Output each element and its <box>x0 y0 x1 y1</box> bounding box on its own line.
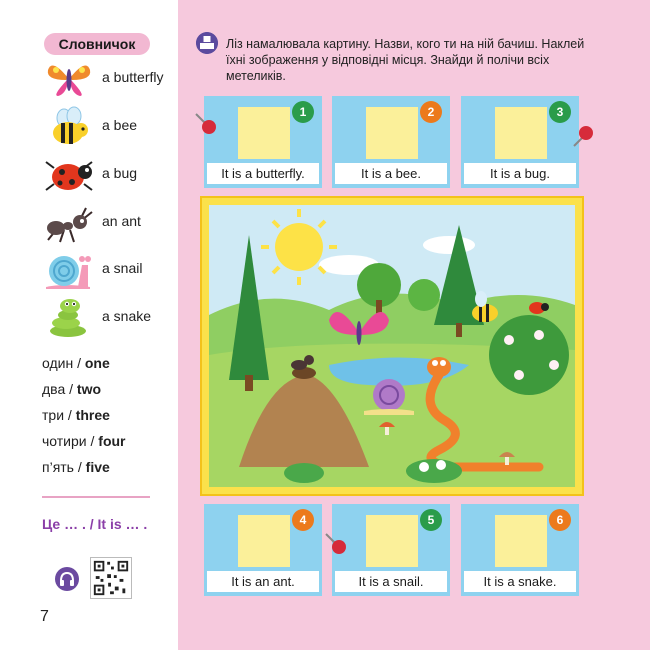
card-caption: It is a bee. <box>335 163 447 184</box>
sticker-card-3 <box>461 96 579 188</box>
card-caption: It is a snake. <box>464 571 576 592</box>
headphones-icon[interactable] <box>55 567 79 591</box>
number-uk: чотири / <box>42 433 99 449</box>
push-pin-icon <box>192 110 218 136</box>
qr-code-icon[interactable] <box>90 557 132 599</box>
vocab-item-snake <box>44 295 178 341</box>
vocab-word: an ant <box>102 213 141 229</box>
number-en: four <box>98 433 126 449</box>
ant-icon <box>44 202 94 244</box>
sticker-slot[interactable] <box>366 107 418 159</box>
number-uk: один / <box>42 355 85 371</box>
bee-icon <box>44 106 94 148</box>
vocab-word: a butterfly <box>102 69 164 85</box>
number-uk: п’ять / <box>42 459 86 475</box>
card-number-badge: 2 <box>420 101 442 123</box>
vocab-word: a snail <box>102 260 143 276</box>
sticker-slot[interactable] <box>366 515 418 567</box>
sticker-card-5 <box>332 504 450 596</box>
sticker-slot[interactable] <box>238 107 290 159</box>
butterfly-icon <box>44 58 94 100</box>
phrase-pattern: Це … . / It is … . <box>42 516 148 532</box>
vocab-item-butterfly <box>44 56 178 102</box>
meadow-scene-picture <box>209 205 575 487</box>
card-caption: It is an ant. <box>207 571 319 592</box>
bug-icon <box>44 154 94 196</box>
card-number-badge: 6 <box>549 509 571 531</box>
number-en: three <box>75 407 110 423</box>
vocab-word: a snake <box>102 308 152 324</box>
card-caption: It is a snail. <box>335 571 447 592</box>
number-en: five <box>85 459 110 475</box>
card-number-badge: 3 <box>549 101 571 123</box>
sticker-card-6 <box>461 504 579 596</box>
sticker-slot[interactable] <box>495 107 547 159</box>
number-uk: три / <box>42 407 76 423</box>
instruction-text: Ліз намалювала картину. Назви, кого ти на ній бачиш. Наклей їхні зображення у відповідні місця. Знайди й полічи всіх метеликів. <box>226 37 585 83</box>
number-uk: два / <box>42 381 77 397</box>
number-line-four <box>42 433 126 449</box>
card-number-badge: 1 <box>292 101 314 123</box>
divider <box>42 496 150 498</box>
snake-icon <box>44 297 94 339</box>
card-caption: It is a butterfly. <box>207 163 319 184</box>
card-number-badge: 4 <box>292 509 314 531</box>
card-number-badge: 5 <box>420 509 442 531</box>
sticker-card-4 <box>204 504 322 596</box>
sticker-slot[interactable] <box>238 515 290 567</box>
abc-blocks-icon <box>196 32 218 54</box>
number-en: one <box>84 355 110 371</box>
number-line-one <box>42 355 110 371</box>
push-pin-icon <box>570 124 596 150</box>
vocab-item-bee <box>44 104 178 150</box>
push-pin-icon <box>322 530 348 556</box>
sticker-card-2 <box>332 96 450 188</box>
number-en: two <box>76 381 102 397</box>
page-number: 7 <box>40 608 49 625</box>
vocab-item-ant <box>44 200 178 246</box>
vocab-item-snail <box>44 247 178 293</box>
vocabulary-sidebar <box>0 0 178 650</box>
sticker-card-1 <box>204 96 322 188</box>
sticker-slot[interactable] <box>495 515 547 567</box>
number-line-five <box>42 459 110 475</box>
vocab-word: a bee <box>102 117 138 133</box>
number-line-two <box>42 381 101 397</box>
snail-icon <box>44 249 94 291</box>
vocab-word: a bug <box>102 165 138 181</box>
vocabulary-title: Словничок <box>44 33 150 55</box>
card-caption: It is a bug. <box>464 163 576 184</box>
number-line-three <box>42 407 110 423</box>
vocab-item-bug <box>44 152 178 198</box>
